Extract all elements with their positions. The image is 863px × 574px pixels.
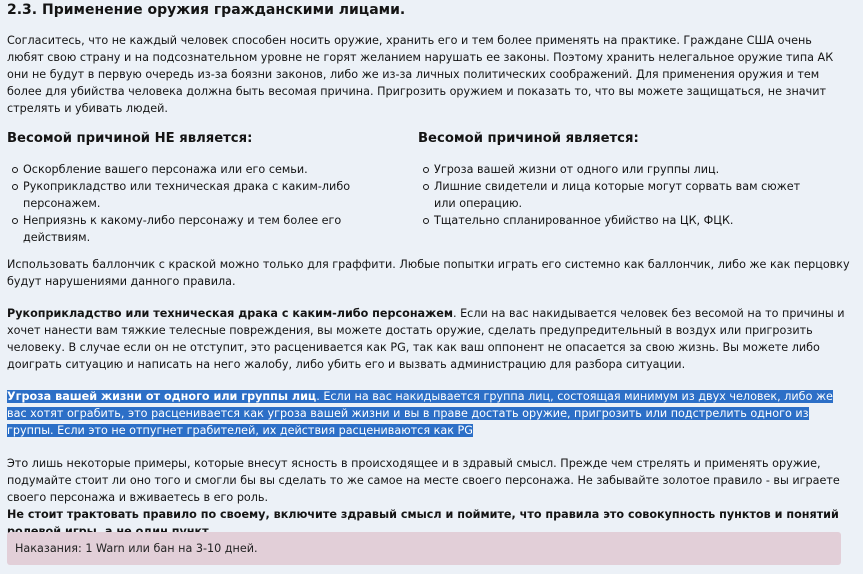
list-item: Лишние свидетели и лица которые могут сорвать вам сюжет или операцию. [418,178,818,212]
intro-paragraph: Согласитесь, что не каждый человек способен носить оружие, хранить его и тем более применять на практике. Граждане США очень любят свою страну и на подсознательном уровне не горят желанием нарушать ее законы. Поэтому хранить нелегальное оружие типа АК они не будут в первую очередь из-за боязни законов, либо же из-за личных политических соображений. Для применения оружия и тем более для убийства человека должна быть весомая причина. Пригрозить оружием и показать то, что вы можете защищаться, не значит стрелять и убивать людей. [7,34,834,115]
valid-reasons [418,130,818,229]
penalty-box: Наказания: 1 Warn или бан на 3-10 дней. [7,532,841,565]
spray-paragraph: Использовать баллончик с краской можно только для граффити. Любые попытки играть его системно как баллончик, либо же как перцовку будут нарушениями данного правила. [7,258,850,288]
list-item: Оскорбление вашего персонажа или его семьи. [7,161,407,178]
reasons-columns [7,130,852,242]
not-valid-list [7,161,407,246]
threat-lead: Угроза вашей жизни от одного или группы лиц [7,390,317,403]
list-item: Рукоприкладство или техническая драка с каким-либо персонажем. [7,178,407,212]
rule-article [7,0,852,540]
threat-text: . Если на вас накидывается группа лиц, состоящая минимум из двух человек, либо же вас хотят ограбить, это расценивается как угроза вашей жизни и вы в праве достать оружие, пригрозить или подстрелить одного из группы. Если это не отпугнет грабителей, их действия расцениваются как PG [7,390,833,437]
valid-heading: Весомой причиной является: [418,131,639,146]
list-item: Неприязнь к какому-либо персонажу и тем более его действиям. [7,212,407,246]
fight-paragraph [7,305,852,373]
list-item: Угроза вашей жизни от одного или группы лиц. [418,161,818,178]
valid-list [418,161,818,229]
not-valid-heading: Весомой причиной НЕ является: [7,131,253,146]
final-paragraph: Это лишь некоторые примеры, которые внесут ясность в происходящее и в здравый смысл. Прежде чем стрелять и применять оружие, подумайте стоит ли оно того и смогли бы вы сделать то же самое на месте своего персонажа. Не забывайте золотое правило - вы играете своего персонажа и вживаетесь в его роль. [7,457,840,504]
fight-lead: Рукоприкладство или техническая драка с каким-либо персонажем [7,307,453,320]
list-item: Тщательно спланированное убийство на ЦК, ФЦК. [418,212,818,229]
not-valid-reasons [7,130,407,246]
page-title: 2.3. Применение оружия гражданскими лицами. [7,2,406,18]
fight-text: . Если на вас накидывается человек без весомой на то причины и хочет нанести вам тяжкие телесные повреждения, вы можете достать оружие, сделать предупредительный в воздух или пригрозить человеку. В случае если он не отступит, это расценивается как PG, так как ваш оппонент не опасается за свою жизнь. Вы можете либо доиграть ситуацию и написать на него жалобу, либо убить его и вызвать администрацию для разбора ситуации. [7,307,845,371]
bold-note: Не стоит трактовать правило по своему, включите здравый смысл и поймите, что правила это совокупность пунктов и понятий [7,508,839,521]
threat-paragraph-selected[interactable] [7,388,852,439]
